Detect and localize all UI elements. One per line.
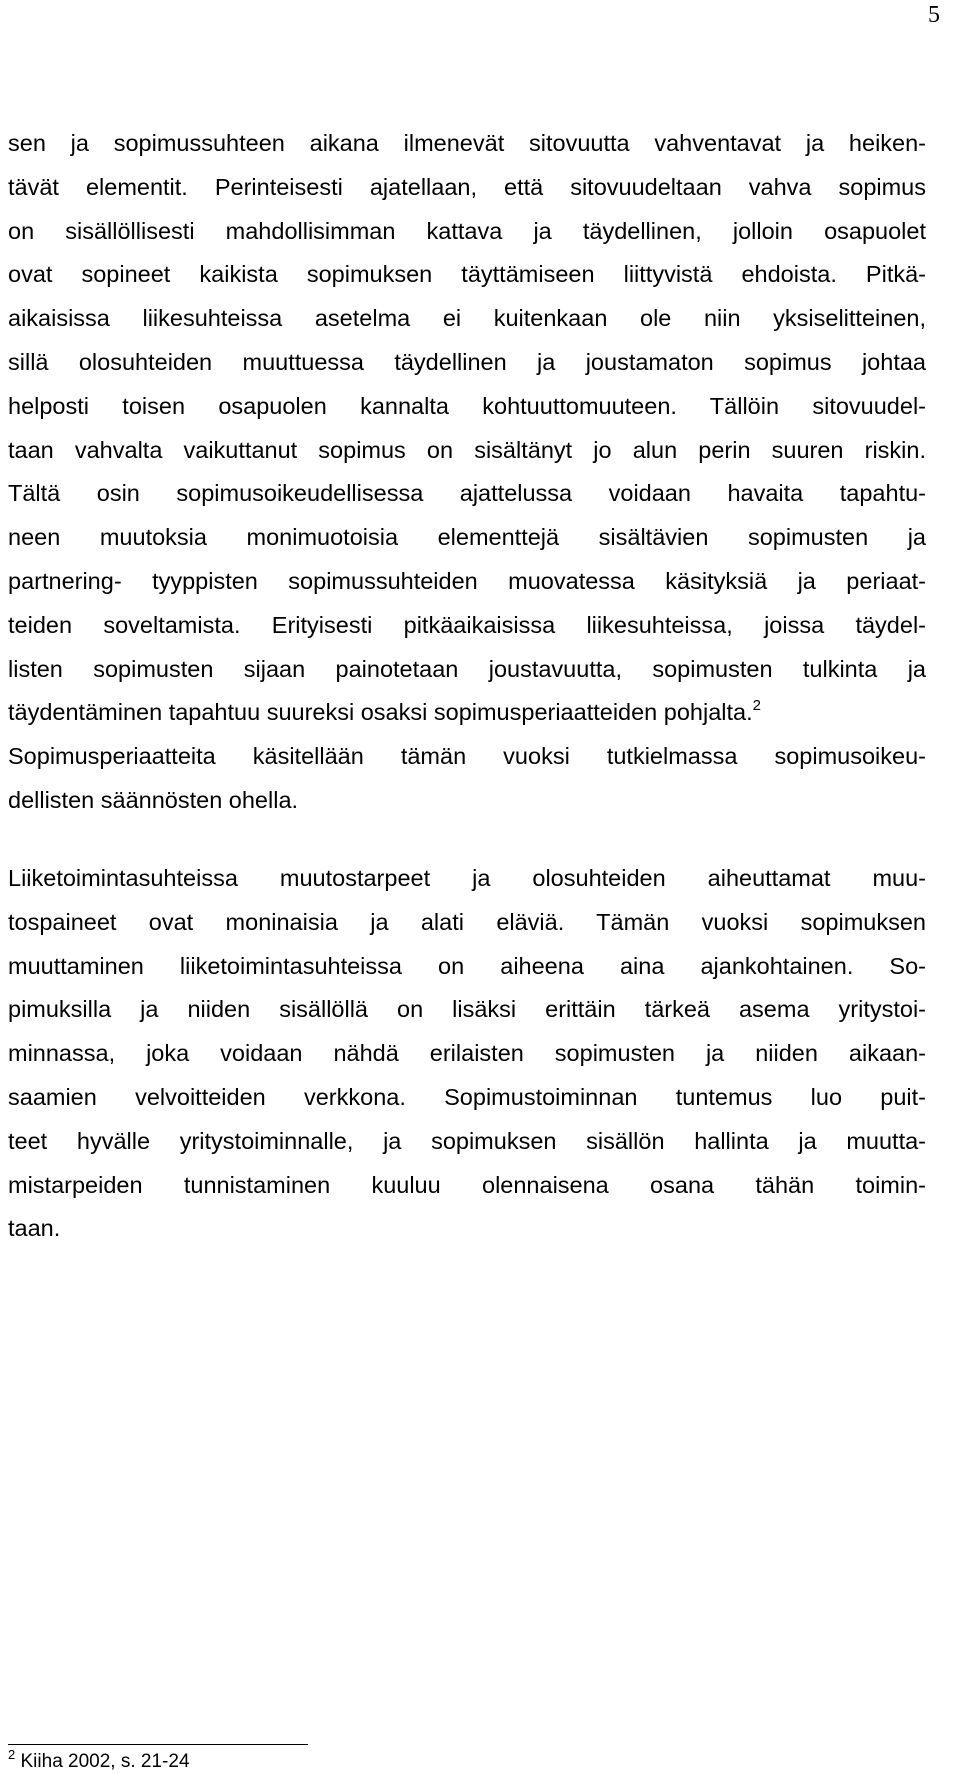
text-line: listen sopimusten sijaan painotetaan joustavuutta, sopimusten tulkinta ja [8,655,926,682]
text-line-with-footnote-ref [8,691,926,735]
footnote [8,1747,190,1774]
text-line: tävät elementit. Perinteisesti ajatellaan, että sitovuudeltaan vahva sopimus [8,173,926,200]
footnote-separator [8,1744,308,1745]
text-line: mistarpeiden tunnistaminen kuuluu olennaisena osana tähän toimin- [8,1171,926,1198]
text-line: neen muutoksia monimuotoisia elementtejä sisältävien sopimusten ja [8,524,926,551]
text-line: teet hyvälle yritystoiminnalle, ja sopimuksen sisällön hallinta ja muutta- [8,1127,926,1154]
text-line: Tältä osin sopimusoikeudellisessa ajattelussa voidaan havaita tapahtu- [8,480,926,507]
page-number: 5 [928,2,940,28]
text-line: dellisten säännösten ohella. [8,786,299,813]
text-line: täydentäminen tapahtuu suureksi osaksi sopimusperiaatteiden pohjalta. [8,699,753,726]
text-line: on sisällöllisesti mahdollisimman kattava ja täydellinen, jolloin osapuolet [8,217,926,244]
text-line: sen ja sopimussuhteen aikana ilmenevät sitovuutta vahventavat ja heiken- [8,130,926,156]
text-line: minnassa, joka voidaan nähdä erilaisten sopimusten ja niiden aikaan- [8,1040,926,1067]
text-line: Liiketoimintasuhteissa muutostarpeet ja olosuhteiden aiheuttamat muu- [8,865,926,891]
body-paragraph-1 [8,122,926,823]
text-line: aikaisissa liikesuhteissa asetelma ei kuitenkaan ole niin yksiselitteinen, [8,305,926,332]
text-line: pimuksilla ja niiden sisällöllä on lisäksi erittäin tärkeä asema yritystoi- [8,996,926,1023]
text-line: ovat sopineet kaikista sopimuksen täyttämiseen liittyvistä ehdoista. Pitkä- [8,261,926,288]
text-line: saamien velvoitteiden verkkona. Sopimustoiminnan tuntemus luo puit- [8,1083,926,1110]
text-line: sillä olosuhteiden muuttuessa täydellinen ja joustamaton sopimus johtaa [8,348,926,375]
body-paragraph-2 [8,857,926,1251]
text-line: Sopimusperiaatteita käsitellään tämän vuoksi tutkielmassa sopimusoikeu- [8,743,926,770]
footnote-reference[interactable]: 2 [752,697,761,715]
text-line: muuttaminen liiketoimintasuhteissa on aiheena aina ajankohtainen. So- [8,952,926,979]
footnote-text: Kiiha 2002, s. 21-24 [15,1751,190,1772]
footnote-mark: 2 [8,1747,16,1762]
text-line: helposti toisen osapuolen kannalta kohtuuttomuuteen. Tällöin sitovuudel- [8,392,926,419]
text-line: partnering- tyyppisten sopimussuhteiden muovatessa käsityksiä ja periaat- [8,567,926,594]
text-line: teiden soveltamista. Erityisesti pitkäaikaisissa liikesuhteissa, joissa täydel- [8,611,926,638]
text-line: taan. [8,1215,61,1242]
text-line: tospaineet ovat moninaisia ja alati eläviä. Tämän vuoksi sopimuksen [8,908,926,935]
text-line: taan vahvalta vaikuttanut sopimus on sisältänyt jo alun perin suuren riskin. [8,436,926,463]
